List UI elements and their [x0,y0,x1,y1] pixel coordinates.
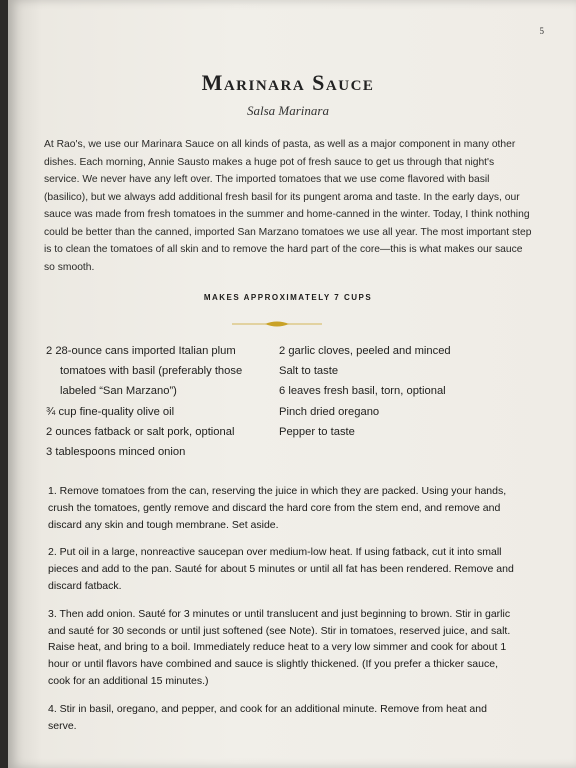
recipe-step: 2. Put oil in a large, nonreactive saucepan over medium-low heat. If using fatback, cut it into small pieces and add to the pan. Sauté for about 5 minutes or until all fat has been rendered. Remove and discard fatback. [48,546,514,592]
book-page [8,0,576,768]
recipe-yield: MAKES APPROXIMATELY 7 CUPS [203,293,373,302]
recipe-intro: At Rao's, we use our Marinara Sauce on all kinds of pasta, as well as a major component in many other dishes. Each morning, Annie Sausto makes a huge pot of fresh sauce to get us through that night's service. We never have any left over. The imported tomatoes that we use come flavored with basil (basilico), but we always add additional fresh basil for its pungent aroma and taste. In the early days, our sauce was made from fresh tomatoes in the summer and home-canned in the winter. Today, I think nothing could be better than the canned, imported San Marzano tomatoes we use all year. The most important step is to clean the tomatoes of all skin and to remove the hard part of the core—this is what makes our sauce so smooth. [44,139,532,273]
ingredient-item: 6 leaves fresh basil, torn, optional [279,385,446,398]
ingredients-left-column [46,341,286,462]
ingredient-item: Salt to taste [279,365,339,378]
recipe-steps [48,483,516,745]
recipe-title: Marinara Sauce [201,70,375,95]
ingredient-item: 2 garlic cloves, peeled and minced [279,345,451,357]
ingredient-item: ¾ cup fine-quality olive oil [46,405,175,418]
ingredient-item: Pepper to taste [279,425,355,438]
ingredient-item: tomatoes with basil (preferably those [60,365,243,378]
recipe-step: 3. Then add onion. Sauté for 3 minutes or until translucent and just beginning to brown. Stir in garlic and sauté for 30 seconds or until just softened (see Note). Stir in tomatoes, reserved juice, and salt. Raise heat, and bring to a boil. Immediately reduce heat to a very low simmer and cook for about 1 hour or until flavors have combined and sauce is slightly thickened. (If you prefer a thicker sauce, cook for an additional 15 minutes.) [48,607,511,687]
page-number: 5 [539,26,544,36]
recipe-step: 4. Stir in basil, oregano, and pepper, and cook for an additional minute. Remove from heat and serve. [48,702,487,732]
ingredient-item: 2 ounces fatback or salt pork, optional [46,425,235,438]
divider-ornament-icon [232,319,322,329]
ingredients-right-column [279,341,519,442]
ingredient-item: Pinch dried oregano [279,405,380,418]
recipe-subtitle: Salsa Marinara [247,103,329,118]
ingredient-item: 3 tablespoons minced onion [46,446,186,459]
recipe-step: 1. Remove tomatoes from the can, reserving the juice in which they are packed. Using your hands, crush the tomatoes, gently remove and discard the hard core from the stem end, and remove and discard any skin and tough membrane. Set aside. [48,485,507,531]
ingredient-item: labeled “San Marzano”) [60,385,177,398]
ingredient-item: 2 28-ounce cans imported Italian plum [46,345,236,357]
